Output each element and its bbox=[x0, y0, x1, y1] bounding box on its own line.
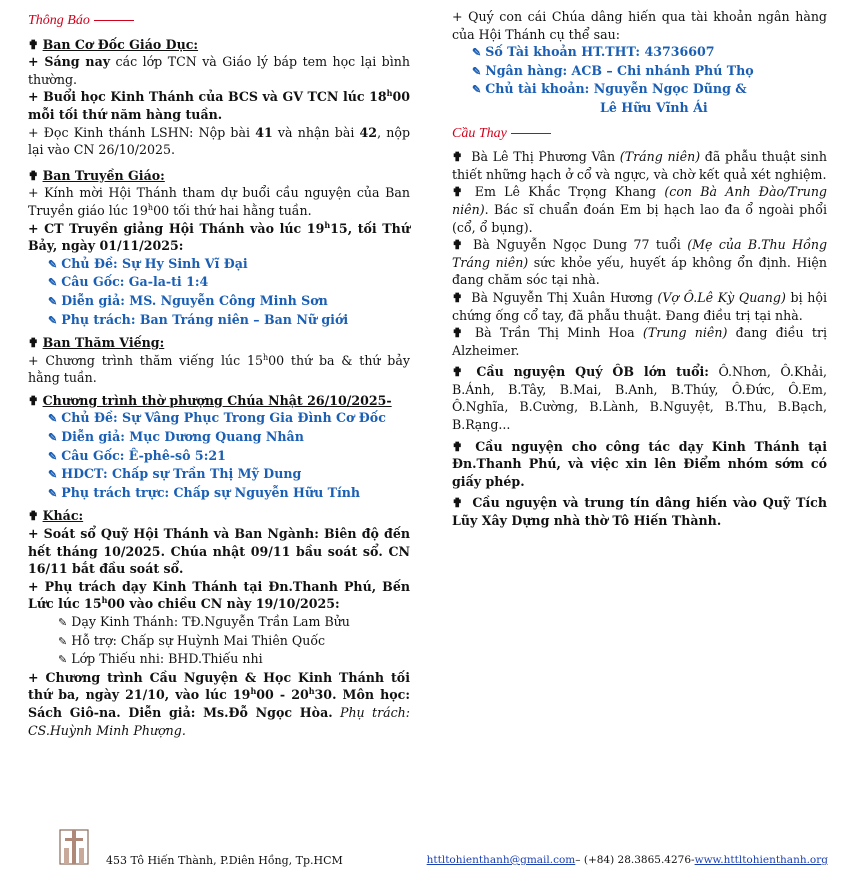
hand-icon: ✎ bbox=[48, 449, 58, 463]
prayer-item: ✟ Bà Nguyễn Ngọc Dung 77 tuổi (Mẹ của B.Thu Hồng Tráng niên) sức khỏe yếu, huyết áp không ổn định. Hiện đang chăm sóc tại nhà. bbox=[452, 237, 828, 288]
hand-icon: ✎ bbox=[472, 83, 482, 97]
tham-vieng-p1: + Chương trình thăm viếng lúc 15$^h$00 thứ ba & thứ bảy hằng tuần. bbox=[28, 352, 410, 386]
footer-address: 453 Tô Hiến Thành, P.Diên Hồng, Tp.HCM bbox=[106, 854, 343, 867]
khac-p3: + Chương trình Cầu Nguyện & Học Kinh Thánh tối thứ ba, ngày 21/10, vào lúc 19$^h$00 - 20$^h$30. Môn học: Sách Giô-na. Diễn giả: Ms.Đỗ Ngọc Hòa. Phụ trách: CS.Huỳnh Minh Phượng. bbox=[28, 669, 411, 738]
giao-duc-p1: + Sáng nay các lớp TCN và Giáo lý báp tem học lại bình thường. bbox=[28, 54, 410, 87]
hand-icon: ✎ bbox=[58, 653, 68, 667]
khac-p1: + Soát sổ Quỹ Hội Thánh và Ban Ngành: Biên độ đến hết tháng 10/2025. Chúa nhật 09/11 bầu soát sổ. CN 16/11 bắt đầu soát sổ. bbox=[28, 526, 410, 577]
right-column bbox=[452, 8, 827, 530]
right-section-header bbox=[452, 125, 827, 143]
tho-phuong-heading: ✟ Chương trình thờ phượng Chúa Nhật 26/10/2025- bbox=[28, 392, 392, 408]
prayer-item: ✟ Em Lê Khắc Trọng Khang (con Bà Anh Đào/Trung niên). Bác sĩ chuẩn đoán Em bị hạch lao đa ổ ngoài phổi (cổ, ổ bụng). bbox=[452, 184, 827, 235]
cross-icon: ✟ bbox=[28, 392, 39, 408]
truyen-giao-item: ✎ Phụ trách: Ban Tráng niên – Ban Nữ giới bbox=[28, 311, 410, 330]
hand-icon: ✎ bbox=[48, 257, 58, 271]
hand-icon: ✎ bbox=[48, 412, 58, 426]
prayer-item: ✟ Cầu nguyện Quý ÔB lớn tuổi: Ô.Nhơn, Ô.Khải, B.Ánh, B.Tây, B.Mai, B.Anh, B.Thúy, Ô.Đức, Ô.Em, Ô.Nghĩa, B.Cường, B.Lành, B.Nguyệt, B.Thu, B.Bạch, B.Rạng... bbox=[452, 364, 827, 433]
bank-account: ✎ Số Tài khoản HT.THT: 43736607 bbox=[452, 43, 827, 62]
dang-hien-intro: + Quý con cái Chúa dâng hiến qua tài khoản ngân hàng của Hội Thánh cụ thể sau: bbox=[452, 9, 827, 42]
tho-phuong-item: ✎ Câu Gốc: Ê-phê-sô 5:21 bbox=[28, 447, 410, 466]
khac-p2-item: ✎ Hỗ trợ: Chấp sự Huỳnh Mai Thiên Quốc bbox=[28, 632, 410, 651]
header-title: Thông Báo bbox=[28, 13, 90, 28]
truyen-giao-item: ✎ Câu Gốc: Ga-la-ti 1:4 bbox=[28, 273, 410, 292]
truyen-giao-p2: + CT Truyền giảng Hội Thánh vào lúc 19$^h$15, tối Thứ Bảy, ngày 01/11/2025: bbox=[28, 219, 410, 254]
hand-icon: ✎ bbox=[48, 468, 58, 482]
truyen-giao-p1: + Kính mời Hội Thánh tham dự buổi cầu nguyện của Ban Truyền giáo lúc 19$^h$00 tối thứ hai hằng tuần. bbox=[28, 185, 410, 218]
tho-phuong-item: ✎ HDCT: Chấp sự Trần Thị Mỹ Dung bbox=[28, 465, 410, 484]
hand-icon: ✎ bbox=[58, 616, 68, 629]
bank-owner: ✎ Chủ tài khoản: Nguyễn Ngọc Dũng & bbox=[452, 80, 827, 99]
bank-name: ✎ Ngân hàng: ACB – Chi nhánh Phú Thọ bbox=[452, 62, 827, 81]
cross-icon: ✟ bbox=[28, 167, 39, 183]
cross-icon: ✟ bbox=[452, 237, 463, 253]
prayer-item: ✟ Bà Nguyễn Thị Xuân Hương (Vợ Ô.Lê Kỳ Quang) bị hội chứng ống cổ tay, đã phẫu thuật. Đang điều trị tại nhà. bbox=[452, 289, 827, 323]
cross-icon: ✟ bbox=[28, 508, 39, 524]
footer bbox=[58, 848, 828, 880]
truyen-giao-item: ✎ Diễn giả: MS. Nguyễn Công Minh Sơn bbox=[28, 292, 410, 311]
hand-icon: ✎ bbox=[48, 294, 58, 308]
tho-phuong-item: ✎ Chủ Đề: Sự Vâng Phục Trong Gia Đình Cơ Đốc bbox=[28, 409, 410, 428]
left-section-header bbox=[28, 12, 410, 30]
hand-icon: ✎ bbox=[48, 431, 58, 445]
hand-icon: ✎ bbox=[472, 64, 482, 78]
tho-phuong-item: ✎ Diễn giả: Mục Dương Quang Nhân bbox=[28, 428, 410, 447]
website-link[interactable]: www.httltohienthanh.org bbox=[694, 854, 828, 866]
truyen-giao-item: ✎ Chủ Đề: Sự Hy Sinh Vĩ Đại bbox=[28, 255, 410, 274]
tham-vieng-heading: ✟ Ban Thăm Viếng: bbox=[28, 335, 165, 351]
cross-icon: ✟ bbox=[452, 495, 463, 511]
hand-icon: ✎ bbox=[48, 313, 58, 327]
prayer-item: ✟ Cầu nguyện cho công tác dạy Kinh Thánh tại Đn.Thanh Phú, và việc xin lên Điểm nhóm sớm có giấy phép. bbox=[452, 438, 827, 489]
truyen-giao-heading: ✟ Ban Truyền Giáo: bbox=[28, 167, 165, 183]
khac-p2-item: ✎ Lớp Thiếu nhi: BHD.Thiếu nhi bbox=[28, 650, 410, 669]
hand-icon: ✎ bbox=[472, 46, 482, 60]
hand-icon: ✎ bbox=[58, 634, 68, 648]
left-column bbox=[28, 8, 410, 739]
prayer-item: ✟ Bà Lê Thị Phương Vân (Tráng niên) đã phẫu thuật sinh thiết những hạch ở cổ và ngực, và chờ kết quả xét nghiệm. bbox=[452, 149, 827, 182]
header-title: Cầu Thay bbox=[452, 125, 507, 141]
footer-contact: httltohienthanh@gmail.com– (+84) 28.3865.4276-www.httltohienthanh.org bbox=[426, 854, 828, 866]
email-link[interactable]: httltohienthanh@gmail.com bbox=[426, 854, 576, 866]
khac-heading: ✟ Khác: bbox=[28, 508, 84, 524]
church-logo bbox=[58, 826, 90, 866]
cross-icon: ✟ bbox=[452, 289, 463, 305]
cross-icon: ✟ bbox=[28, 335, 39, 351]
cross-icon: ✟ bbox=[28, 36, 39, 52]
cross-icon: ✟ bbox=[452, 364, 463, 380]
prayer-item: ✟ Bà Trần Thị Minh Hoa (Trung niên) đang điều trị Alzheimer. bbox=[452, 325, 827, 358]
tho-phuong-item: ✎ Phụ trách trực: Chấp sự Nguyễn Hữu Tính bbox=[28, 484, 410, 503]
hand-icon: ✎ bbox=[48, 276, 58, 290]
giao-duc-p2: + Buổi học Kinh Thánh của BCS và GV TCN lúc 18$^h$00 mỗi tối thứ năm hàng tuần. bbox=[28, 88, 410, 122]
hand-icon: ✎ bbox=[48, 486, 58, 500]
cross-icon: ✟ bbox=[452, 149, 463, 165]
khac-p2: + Phụ trách dạy Kinh Thánh tại Đn.Thanh Phú, Bến Lức lúc 15$^h$00 vào chiều CN này 19/10/2025: bbox=[28, 578, 410, 612]
cross-icon: ✟ bbox=[452, 325, 463, 341]
khac-p2-item: ✎ Dạy Kinh Thánh: TĐ.Nguyễn Trần Lam Bửu bbox=[28, 613, 410, 632]
cross-icon: ✟ bbox=[452, 184, 463, 200]
giao-duc-p3: + Đọc Kinh thánh LSHN: Nộp bài 41 và nhận bài 42, nộp lại vào CN 26/10/2025. bbox=[28, 124, 410, 158]
prayer-item: ✟ Cầu nguyện và trung tín dâng hiến vào Quỹ Tích Lũy Xây Dựng nhà thờ Tô Hiến Thành. bbox=[452, 495, 827, 529]
cross-icon: ✟ bbox=[452, 438, 463, 454]
bank-owner-2: Lê Hữu Vĩnh Ái bbox=[600, 99, 708, 115]
giao-duc-heading: ✟ Ban Cơ Đốc Giáo Dục: bbox=[28, 36, 199, 52]
